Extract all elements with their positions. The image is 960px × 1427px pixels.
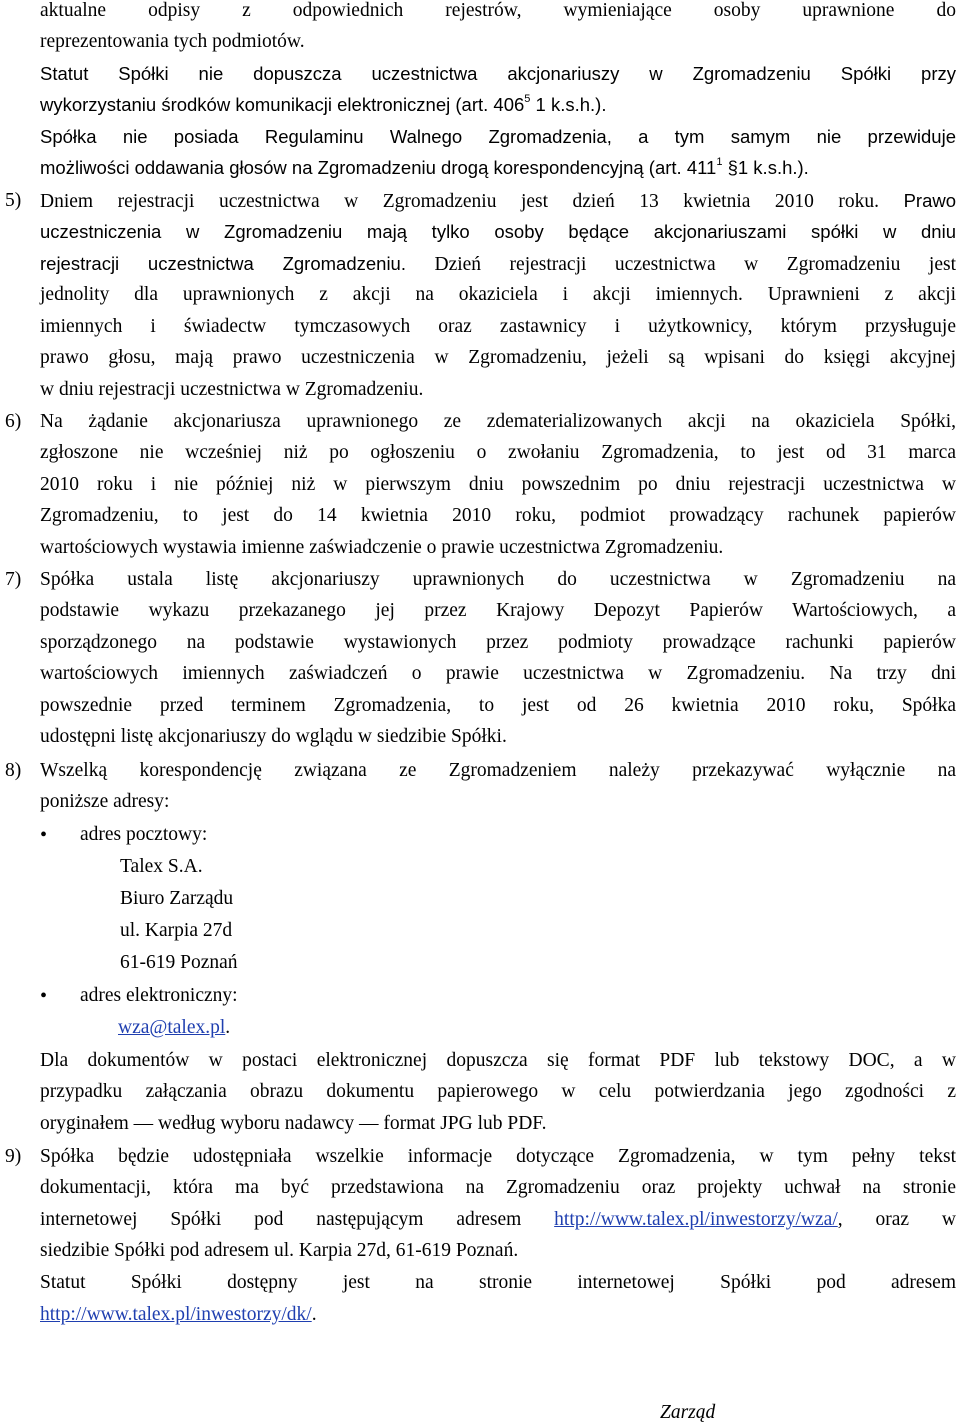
text-line: Statut Spółki dostępny jest na stronie internetowej Spółki pod adresem	[40, 1272, 956, 1293]
text-line	[40, 157, 956, 179]
address-line: Talex S.A.	[120, 856, 203, 877]
text-line: wartościowych wystawia imienne zaświadczenie o prawie uczestnictwa Zgromadzeniu.	[40, 537, 724, 558]
postal-address-label: adres pocztowy:	[80, 824, 208, 845]
text-line: podstawie wykazu przekazanego jej przez Krajowy Depozyt Papierów Wartościowych, a	[40, 600, 956, 621]
text-line: poniższe adresy:	[40, 791, 170, 812]
email-link[interactable]: wza@talex.pl	[118, 1017, 226, 1038]
text-line: przypadku załączania obrazu dokumentu papierowego w celu potwierdzania jego zgodności z	[40, 1081, 956, 1102]
address-line: 61-619 Poznań	[120, 952, 238, 973]
text-span: Prawo	[903, 190, 957, 211]
text-line	[40, 1209, 956, 1231]
text-line: w dniu rejestracji uczestnictwa w Zgromadzeniu.	[40, 379, 424, 400]
text-line	[40, 190, 956, 213]
text-line: wartościowych imiennych zaświadczeń o prawie uczestnictwa w Zgromadzeniu. Na trzy dni	[40, 663, 956, 684]
text-line: Wszelką korespondencję związana ze Zgromadzeniem należy przekazywać wyłącznie na	[40, 760, 956, 781]
text-span: wykorzystaniu środków komunikacji elektronicznej (art. 406	[40, 94, 525, 115]
superscript: 5	[524, 92, 531, 105]
text-line	[40, 253, 956, 276]
superscript: 1	[716, 155, 723, 168]
text-span: §1 k.s.h.).	[722, 157, 809, 178]
wza-link[interactable]: http://www.talex.pl/inwestorzy/wza/	[554, 1209, 838, 1230]
text-line: aktualne odpisy z odpowiednich rejestrów, wymieniające osoby uprawnione do	[40, 0, 956, 21]
text-line: sporządzonego na podstawie wystawionych przez podmioty prowadzące rachunki papierów	[40, 632, 956, 653]
statut-link[interactable]: http://www.talex.pl/inwestorzy/dk/	[40, 1304, 312, 1325]
text-line: dokumentacji, która ma być przedstawiona na Zgromadzeniu oraz projekty uchwał na stronie	[40, 1177, 956, 1198]
item-number: 9)	[5, 1146, 22, 1167]
text-line	[40, 284, 956, 306]
text-line: Spółka będzie udostępniała wszelkie informacje dotyczące Zgromadzenia, w tym pełny tekst	[40, 1146, 956, 1167]
text-line: Zgromadzeniu, to jest do 14 kwietnia 2010 roku, podmiot prowadzący rachunek papierów	[40, 505, 956, 526]
text-span: .	[311, 1304, 317, 1325]
bullet-icon: •	[40, 824, 48, 846]
text-line: uczestniczenia w Zgromadzeniu mają tylko osoby będące akcjonariuszami spółki w dniu	[40, 221, 956, 242]
text-span: internetowej Spółki pod następującym adresem	[40, 1209, 555, 1230]
item-number: 5)	[5, 190, 22, 211]
email-line	[118, 1017, 230, 1039]
text-line	[40, 1304, 956, 1326]
text-span: , oraz w	[837, 1209, 956, 1230]
text-line: Spółka ustala listę akcjonariuszy uprawnionych do uczestnictwa w Zgromadzeniu na	[40, 569, 956, 590]
text-line: 2010 roku i nie później niż w pierwszym dniu powszednim po dniu rejestracji uczestnictwa w	[40, 474, 956, 495]
text-line: Dla dokumentów w postaci elektronicznej dopuszcza się format PDF lub tekstowy DOC, a w	[40, 1050, 956, 1071]
item-number: 6)	[5, 411, 22, 432]
text-line: prawo głosu, mają prawo uczestniczenia w Zgromadzeniu, jeżeli są wpisani do księgi akcyjnej	[40, 347, 956, 368]
text-line: powszednie przed terminem Zgromadzenia, to jest od 26 kwietnia 2010 roku, Spółka	[40, 695, 956, 716]
text-line: Spółka nie posiada Regulaminu Walnego Zgromadzenia, a tym samym nie przewiduje	[40, 126, 956, 147]
text-span: Dzień rejestracji uczestnictwa w Zgromadzeniu jest	[434, 254, 956, 275]
text-span: Uprawnieni z akcji	[767, 284, 957, 305]
text-line: udostępni listę akcjonariuszy do wglądu w siedzibie Spółki.	[40, 726, 507, 747]
address-line: Biuro Zarządu	[120, 888, 234, 909]
item-number: 7)	[5, 569, 22, 590]
text-line: imiennych i świadectw tymczasowych oraz zastawnicy i użytkownicy, którym przysługuje	[40, 316, 956, 337]
text-span: rejestracji uczestnictwa Zgromadzeniu.	[40, 253, 406, 274]
text-line	[40, 94, 956, 116]
item-number: 8)	[5, 760, 22, 781]
text-line: Na żądanie akcjonariusza uprawnionego ze zdematerializowanych akcji na okaziciela Spółki,	[40, 411, 956, 432]
text-line: siedzibie Spółki pod adresem ul. Karpia 27d, 61-619 Poznań.	[40, 1240, 519, 1261]
text-span: jednolity dla uprawnionych z akcji na okaziciela i akcji imiennych.	[40, 284, 743, 305]
text-line: oryginałem — według wyboru nadawcy — format JPG lub PDF.	[40, 1113, 547, 1134]
bullet-icon: •	[40, 985, 48, 1007]
text-span: .	[225, 1017, 231, 1038]
text-span: możliwości oddawania głosów na Zgromadzeniu drogą korespondencyjną (art. 411	[40, 157, 717, 178]
text-line: zgłoszone nie wcześniej niż po ogłoszeniu o zwołaniu Zgromadzenia, to jest od 31 marca	[40, 442, 956, 463]
text-line: reprezentowania tych podmiotów.	[40, 31, 305, 52]
address-line: ul. Karpia 27d	[120, 920, 233, 941]
signature: Zarząd	[660, 1402, 716, 1423]
electronic-address-label: adres elektroniczny:	[80, 985, 238, 1006]
text-line: Statut Spółki nie dopuszcza uczestnictwa akcjonariuszy w Zgromadzeniu Spółki przy	[40, 63, 956, 84]
text-span: Dniem rejestracji uczestnictwa w Zgromadzeniu jest dzień 13 kwietnia 2010 roku.	[40, 191, 880, 212]
text-span: 1 k.s.h.).	[530, 94, 607, 115]
